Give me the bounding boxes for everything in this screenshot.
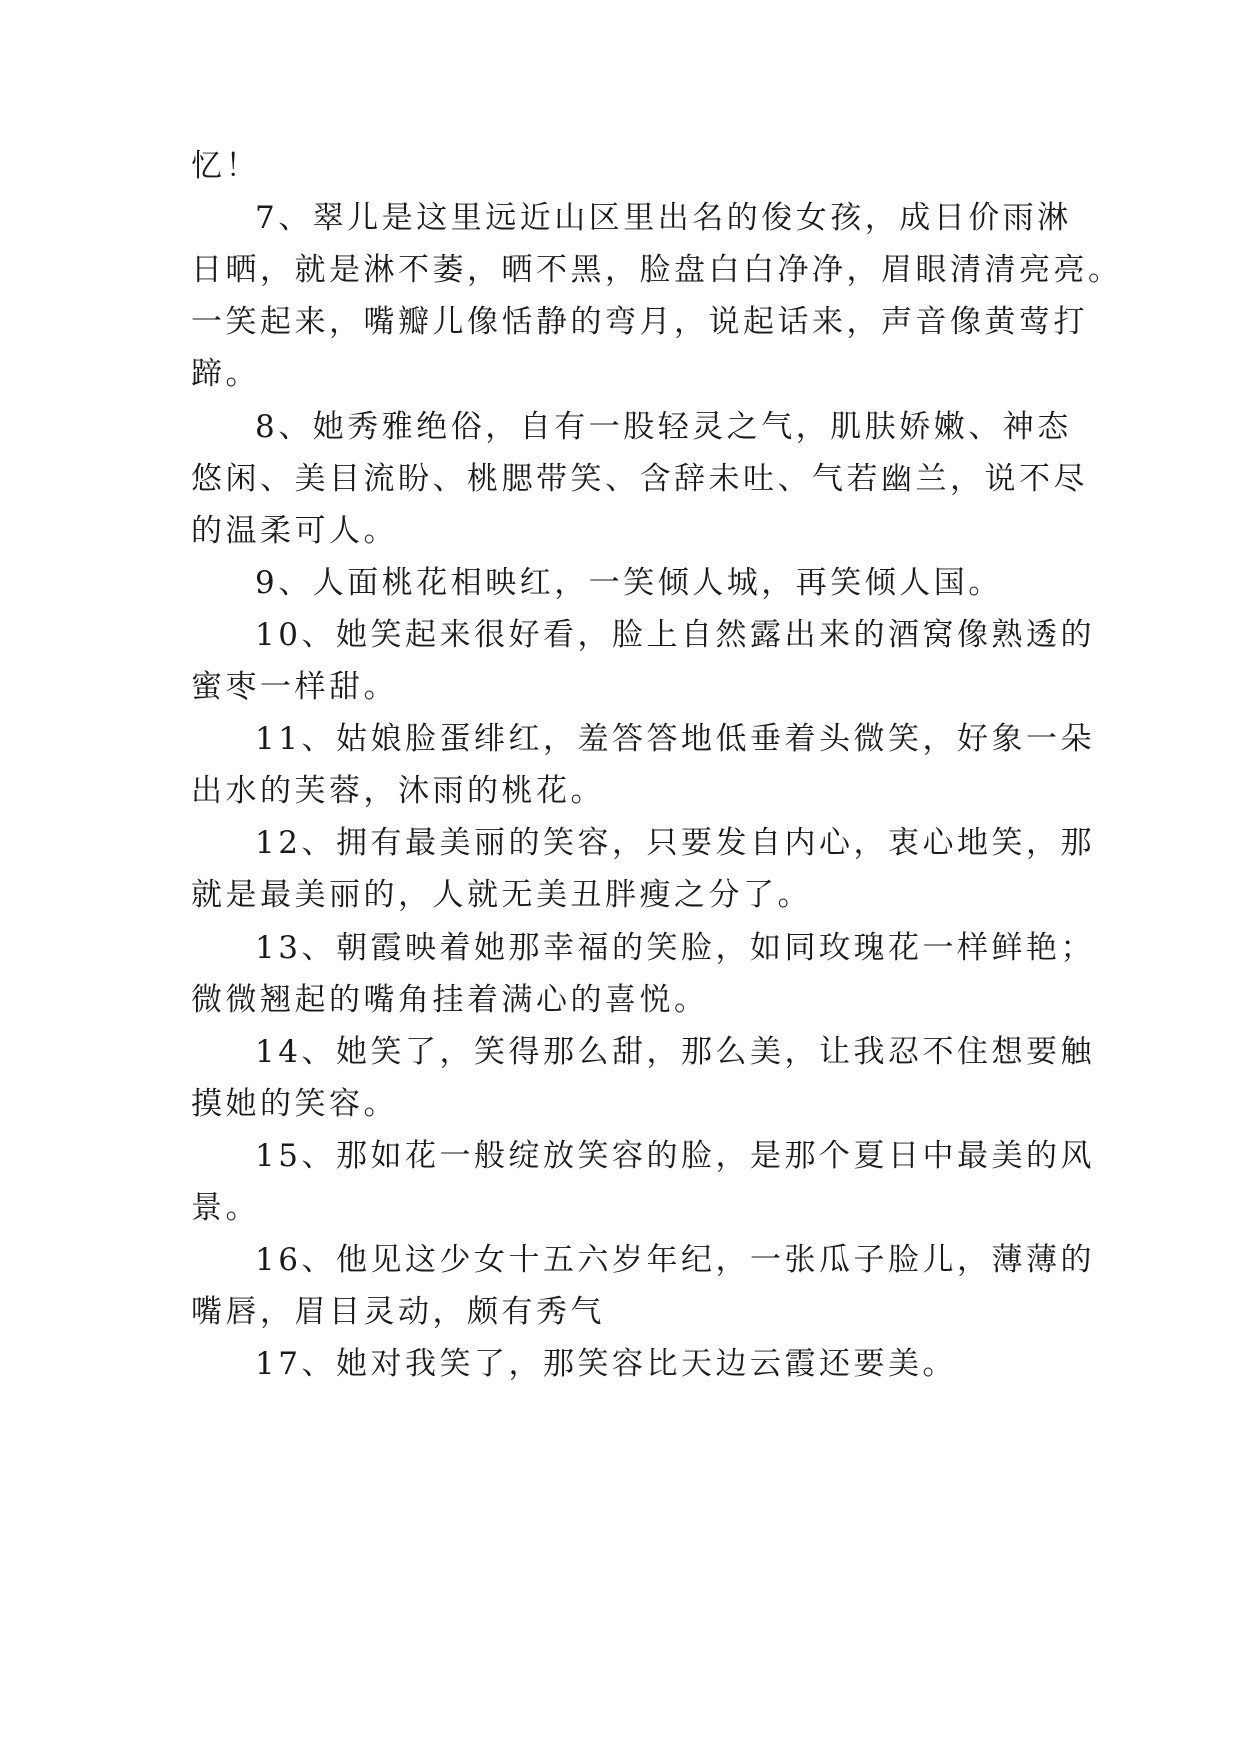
text-line: 7、翠儿是这里远近山区里出名的俊女孩，成日价雨淋 — [255, 200, 1072, 236]
text-line: 8、她秀雅绝俗，自有一股轻灵之气，肌肤娇嫩、神态 — [255, 409, 1072, 445]
text-line: 11、姑娘脸蛋绯红，羞答答地低垂着头微笑，好象一朵 — [255, 721, 1095, 757]
text-line: 日晒，就是淋不萎，晒不黑，脸盘白白净净，眉眼清清亮亮。 — [191, 252, 1123, 288]
text-line: 就是最美丽的，人就无美丑胖瘦之分了。 — [191, 877, 812, 913]
text-line: 12、拥有最美丽的笑容，只要发自内心，衷心地笑，那 — [255, 825, 1095, 861]
text-line: 16、他见这少女十五六岁年纪，一张瓜子脸儿，薄薄的 — [255, 1242, 1095, 1278]
text-line: 出水的芙蓉，沐雨的桃花。 — [191, 773, 605, 809]
text-line: 15、那如花一般绽放笑容的脸，是那个夏日中最美的风 — [255, 1138, 1095, 1174]
text-line: 13、朝霞映着她那幸福的笑脸，如同玫瑰花一样鲜艳； — [255, 930, 1095, 966]
text-line: 14、她笑了，笑得那么甜，那么美，让我忍不住想要触 — [255, 1034, 1095, 1070]
text-line: 嘴唇，眉目灵动，颇有秀气 — [191, 1294, 605, 1330]
text-line: 摸她的笑容。 — [191, 1086, 398, 1122]
text-line: 微微翘起的嘴角挂着满心的喜悦。 — [191, 982, 709, 1018]
text-line: 9、人面桃花相映红，一笑倾人城，再笑倾人国。 — [255, 565, 1003, 601]
text-line: 10、她笑起来很好看，脸上自然露出来的酒窝像熟透的 — [255, 617, 1095, 653]
text-line: 忆！ — [191, 148, 260, 184]
text-line: 景。 — [191, 1190, 260, 1226]
text-line: 蜜枣一样甜。 — [191, 669, 398, 705]
text-line: 的温柔可人。 — [191, 513, 398, 549]
text-line: 悠闲、美目流盼、桃腮带笑、含辞未吐、气若幽兰，说不尽 — [191, 461, 1088, 497]
text-line: 蹄。 — [191, 356, 260, 392]
text-line: 一笑起来，嘴瓣儿像恬静的弯月，说起话来，声音像黄莺打 — [191, 304, 1088, 340]
text-line: 17、她对我笑了，那笑容比天边云霞还要美。 — [255, 1346, 957, 1382]
